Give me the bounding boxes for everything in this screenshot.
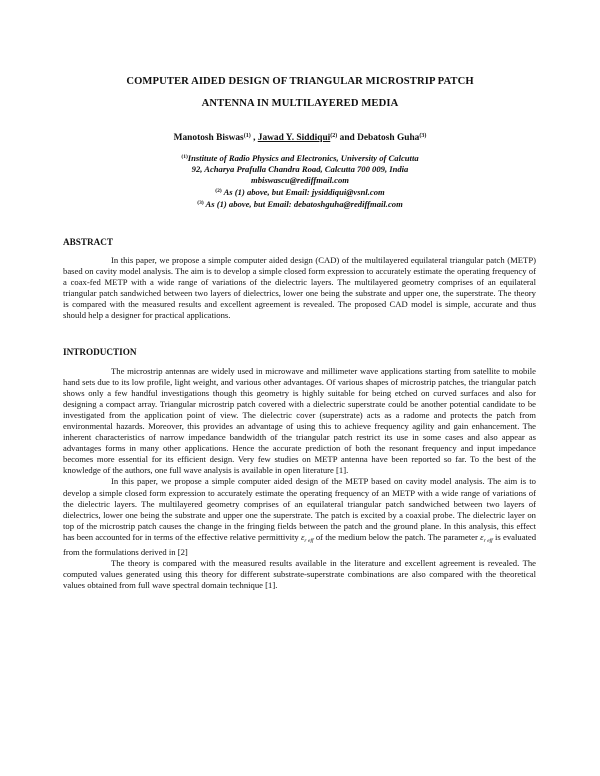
author-separator-2: and bbox=[339, 133, 355, 143]
author-list bbox=[100, 130, 500, 144]
intro-paragraph-2 bbox=[63, 476, 536, 557]
intro-p2-middle: of the medium below the patch. The parameter bbox=[315, 531, 478, 542]
intro-paragraph-1: The microstrip antennas are widely used in microwave and millimeter wave applications starting from satellite to mobile hand sets due to its low profile, light weight, and various other advantages. Of various shapes of microstrip patches, the triangular patch shows only a few handful investigations though this geometry is highly suitable for being etched on curved surfaces and also for designing a compact array. Triangular microstrip patch covered with a dielectric superstrate could be another potential candidate to be investigated from the application point of view. The dielectric cover (superstrate) acts as a radome and protects the patch from environmental hazards. Moreover, this provides an advantage of using this to achieve frequency agility and gain enhancement. The inherent characteristics of narrow impedance bandwidth of the triangular patch restrict its use in some cases and also appear as advantages forms in many other applications. Hence the accurate prediction of both the resonant frequency and input impedance becomes more essential for its efficient design. Very few studies on METP antenna have been reported so far. To the best of the knowledge of the authors, one full wave analysis is available in open literature [1]. bbox=[63, 366, 536, 476]
affiliation-address: 92, Acharya Prafulla Chandra Road, Calcutta 700 009, India bbox=[191, 164, 409, 174]
affiliation-3 bbox=[120, 198, 480, 210]
epsilon-symbol-2: ε bbox=[480, 531, 484, 542]
author-2-mark: (2) bbox=[330, 133, 338, 139]
introduction-body bbox=[63, 366, 536, 591]
author-1-mark: (1) bbox=[243, 133, 251, 139]
abstract-paragraph: In this paper, we propose a simple computer aided design (CAD) of the multilayered equilateral triangular patch (METP) based on cavity model analysis. The aim is to develop a simple closed form expression to accurately estimate the operating frequency of a coax-fed METP with a wide range of variations of the dielectric layers. The multilayered geometry comprises of an equilateral triangular patch sandwiched between two layers of dielectrics, lower one being the substrate and upper one, the superstrate. The theory is compared with the measured results and excellent agreement is revealed. The proposed CAD model is simple, accurate and thus should help a designer for practical applications. bbox=[63, 255, 536, 321]
intro-paragraph-3: The theory is compared with the measured results available in the literature and excellent agreement is revealed. The computed values generated using this theory for different substrate-superstrate combinations are also compared with the theoretical values obtained from full wave spectral domain technique [1]. bbox=[63, 557, 536, 590]
author-3: Debatosh Guha bbox=[357, 133, 420, 143]
abstract-body bbox=[63, 255, 536, 321]
title-line-1: COMPUTER AIDED DESIGN OF TRIANGULAR MICROSTRIP PATCH bbox=[126, 76, 474, 87]
affiliation-3-mark: (3) bbox=[197, 200, 204, 206]
author-3-mark: (3) bbox=[419, 133, 427, 139]
epsilon-symbol-1: ε bbox=[300, 531, 305, 542]
intro-p2-before: In this paper, we propose a simple computer aided design of the METP based on cavity model analysis. The aim is to develop a simple closed form expression to accurately estimate the operating frequency of an METP with a wide range of variations of the dielectric layers. The multilayered geometry comprises of an equilateral triangular patch sandwiched between two layers of dielectrics, lower one being the substrate and upper one the superstrate. The patch is excited by a coaxial probe. The dielectric layer on top of the microstrip patch causes the change in the fringing fields between the patch and the ground plane. In this analysis, this effect has been accounted for in terms of the effective relative permittivity bbox=[63, 476, 536, 542]
affiliation-2-mark: (2) bbox=[215, 188, 222, 194]
abstract-heading: ABSTRACT bbox=[63, 237, 114, 247]
intro-p2-after: is evaluated from the formulations derived in [2] bbox=[63, 531, 537, 557]
affiliation-2-text: As (1) above, but Email: jysiddiqui@vsnl.com bbox=[223, 187, 385, 197]
affiliation-3-text: As (1) above, but Email: debatoshguha@rediffmail.com bbox=[205, 199, 403, 209]
affiliation-1 bbox=[120, 152, 480, 164]
introduction-heading: INTRODUCTION bbox=[63, 347, 137, 357]
paper-title bbox=[80, 71, 520, 115]
affiliation-1-mark: (1) bbox=[181, 154, 188, 160]
affiliations bbox=[120, 152, 480, 210]
title-line-2: ANTENNA IN MULTILAYERED MEDIA bbox=[201, 98, 399, 109]
author-1: Manotosh Biswas bbox=[173, 133, 244, 143]
affiliation-2 bbox=[120, 186, 480, 198]
author-2: Jawad Y. Siddiqui bbox=[257, 133, 331, 143]
epsilon-subscript-2: r eff bbox=[483, 537, 493, 544]
affiliation-email-1: mbiswascu@rediffmail.com bbox=[251, 175, 349, 185]
affiliation-1-text: Institute of Radio Physics and Electronics, University of Calcutta bbox=[187, 153, 419, 163]
author-separator-1: , bbox=[253, 133, 256, 143]
epsilon-subscript-1: r eff bbox=[304, 537, 314, 544]
